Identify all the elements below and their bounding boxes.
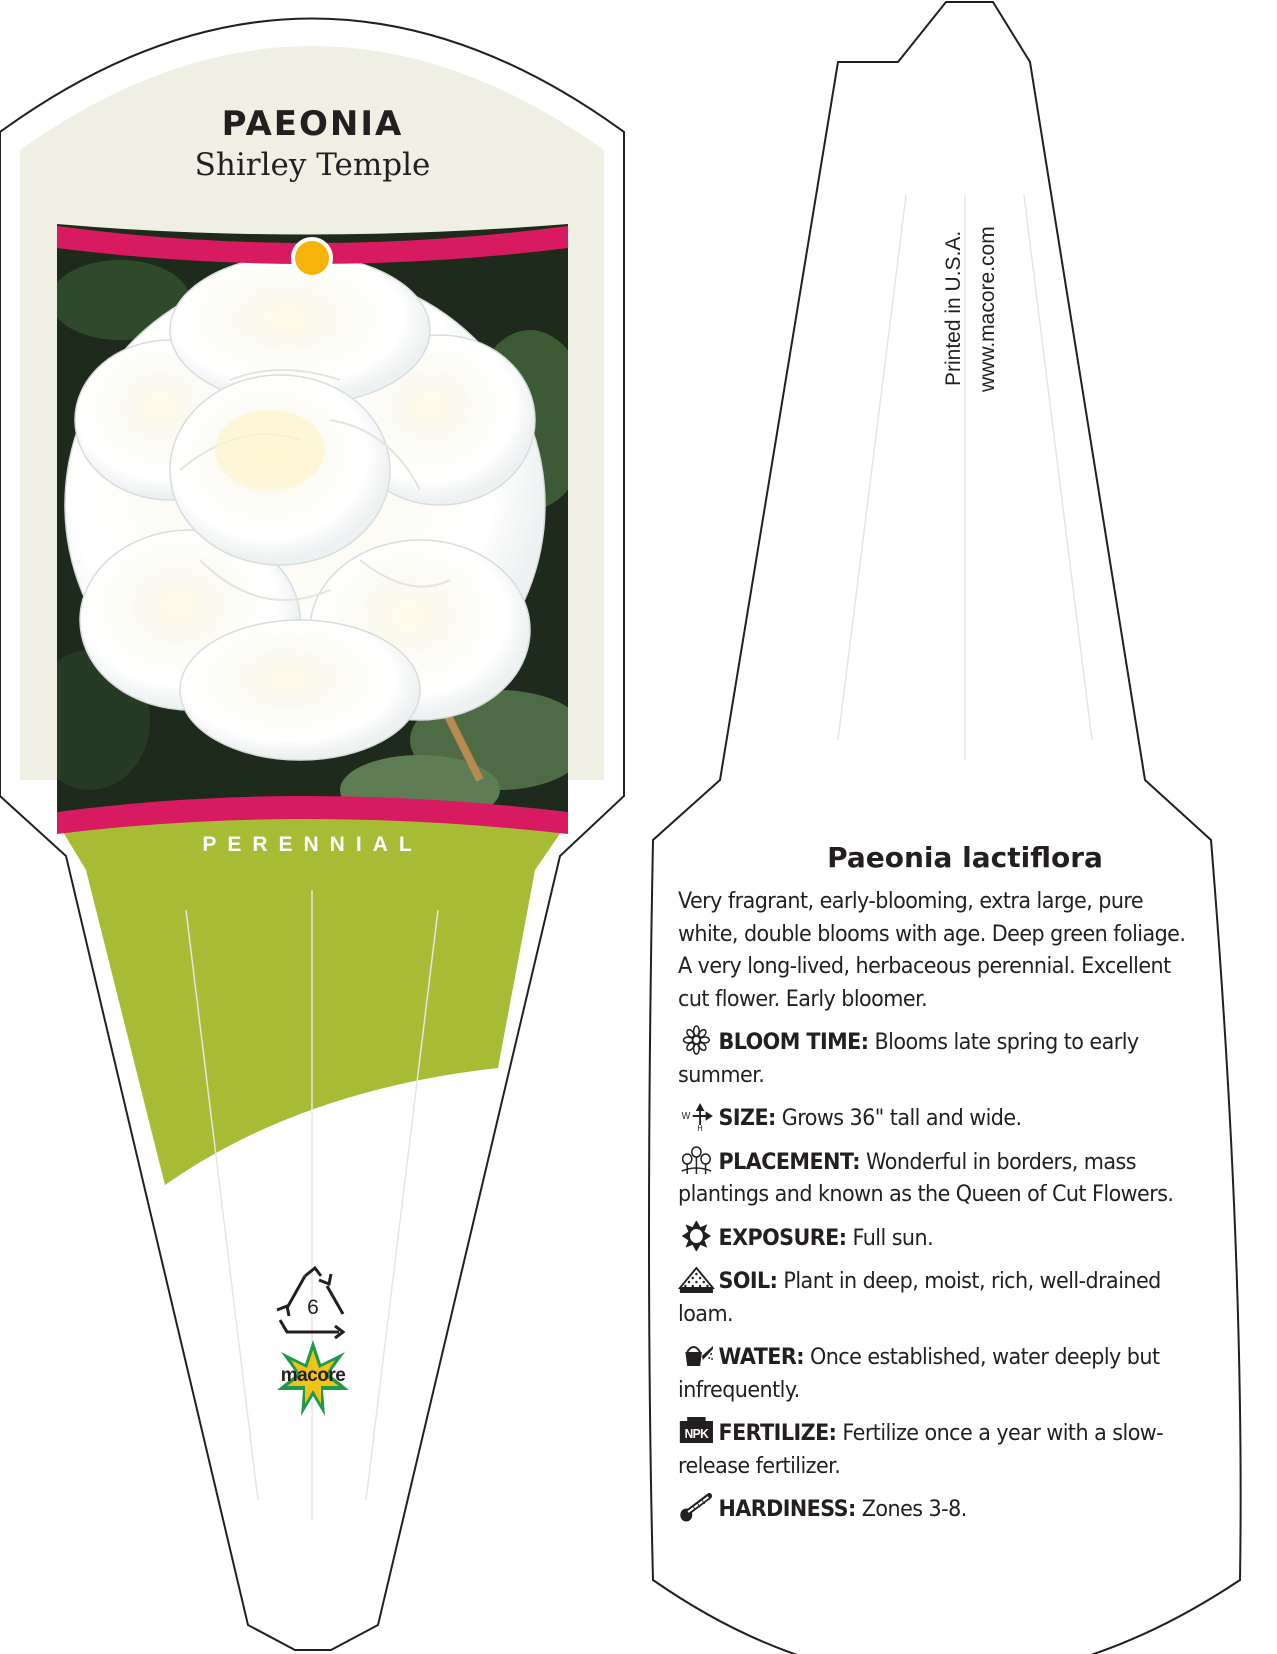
attribute-text: Blooms late spring to early summer.: [678, 1029, 1139, 1088]
attribute-hardiness: [678, 1492, 1193, 1526]
attribute-size: [678, 1101, 1193, 1135]
attribute-text: Full sun.: [846, 1224, 934, 1251]
attribute-bloom-time: [678, 1025, 1193, 1091]
soil-icon: [678, 1264, 715, 1294]
sun-dot: [293, 239, 331, 277]
size-icon: [678, 1101, 715, 1131]
attribute-text: Plant in deep, moist, rich, well-drained loam.: [678, 1268, 1161, 1327]
attribute-text: Grows 36" tall and wide.: [775, 1105, 1022, 1131]
attribute-label: FERTILIZE:: [718, 1420, 837, 1446]
placement-icon: [678, 1145, 715, 1175]
attribute-label: PLACEMENT:: [718, 1148, 861, 1175]
flower-icon: [678, 1025, 715, 1055]
thermometer-icon: [678, 1492, 715, 1522]
sun-icon: [678, 1221, 715, 1251]
attribute-label: BLOOM TIME:: [718, 1029, 869, 1055]
attribute-text: Once established, water deeply but infrequently.: [678, 1344, 1160, 1403]
plant-description: Very fragrant, early-blooming, extra large, pure white, double blooms with age. Deep green foliage. A very long-lived, herbaceous perennial. Excellent cut flower. Early bloomer.: [678, 888, 1186, 1012]
recycle-number: 6: [307, 1296, 319, 1319]
svg-text:H: H: [697, 1123, 703, 1131]
attribute-placement: [678, 1145, 1193, 1211]
website-note: www.macore.com: [976, 226, 999, 392]
attribute-text: Zones 3-8.: [855, 1496, 967, 1522]
svg-text:NPK: NPK: [684, 1426, 709, 1442]
plant-category: PERENNIAL: [202, 833, 423, 856]
plant-cultivar: Shirley Temple: [194, 147, 431, 183]
attribute-label: EXPOSURE:: [718, 1224, 847, 1251]
attribute-label: WATER:: [718, 1344, 804, 1370]
npk-icon: [678, 1416, 715, 1446]
svg-text:W: W: [681, 1110, 690, 1123]
attribute-exposure: [678, 1221, 1193, 1255]
plant-genus: PAEONIA: [221, 104, 404, 144]
attribute-label: SOIL:: [718, 1268, 778, 1294]
attribute-fertilize: [678, 1416, 1193, 1482]
attribute-label: SIZE:: [718, 1105, 776, 1131]
watering-can-icon: [678, 1340, 715, 1370]
attribute-text: Wonderful in borders, mass plantings and known as the Queen of Cut Flowers.: [678, 1148, 1174, 1207]
peony-photo: [30, 224, 590, 834]
attribute-water: [678, 1340, 1193, 1406]
care-text: [678, 885, 1193, 1536]
botanical-name: Paeonia lactiflora: [827, 841, 1103, 874]
attribute-label: HARDINESS:: [718, 1496, 856, 1522]
brand-name: macore: [280, 1365, 346, 1386]
printed-in-note: Printed in U.S.A.: [942, 230, 965, 386]
attribute-text: Fertilize once a year with a slow-release fertilizer.: [678, 1420, 1164, 1479]
attribute-soil: [678, 1264, 1193, 1330]
